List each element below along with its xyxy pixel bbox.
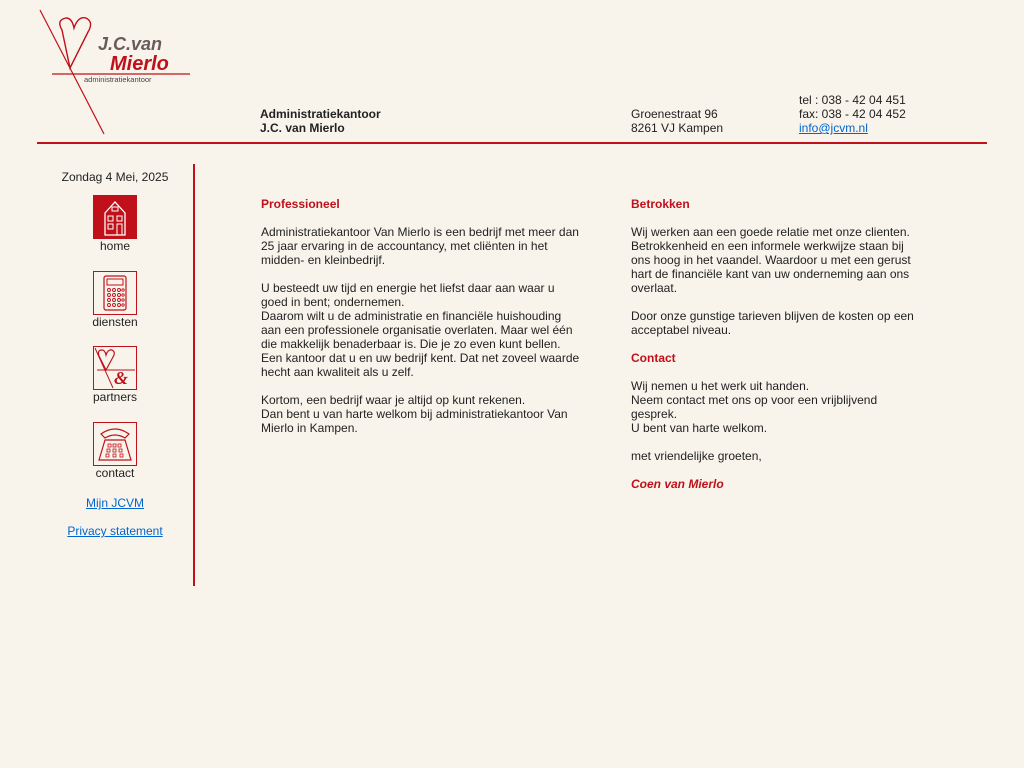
address-postal: 8261 VJ Kampen bbox=[631, 121, 724, 135]
content-left-column bbox=[261, 197, 581, 435]
paragraph-ondernemen: U besteedt uw tijd en energie het liefst daar aan waar u goed in bent; ondernemen. bbox=[261, 281, 555, 309]
nav-item-contact[interactable] bbox=[75, 422, 155, 480]
nav-item-diensten[interactable] bbox=[75, 271, 155, 329]
header-company bbox=[260, 107, 381, 135]
privacy-statement-link[interactable]: Privacy statement bbox=[67, 524, 163, 538]
signature: Coen van Mierlo bbox=[631, 477, 724, 491]
header-fax: fax: 038 - 42 04 452 bbox=[799, 107, 906, 121]
paragraph-tarieven: Door onze gunstige tarieven blijven de kosten op een acceptabel niveau. bbox=[631, 309, 914, 337]
sidebar-date: Zondag 4 Mei, 2025 bbox=[61, 170, 169, 184]
nav-label-contact: contact bbox=[95, 466, 135, 480]
calculator-icon bbox=[93, 271, 137, 315]
greeting: met vriendelijke groeten, bbox=[631, 449, 762, 463]
nav-label-home: home bbox=[99, 239, 131, 253]
header-tel: tel : 038 - 42 04 451 bbox=[799, 93, 906, 107]
telephone-icon bbox=[93, 422, 137, 466]
nav-item-home[interactable] bbox=[75, 195, 155, 253]
heading-betrokken: Betrokken bbox=[631, 197, 690, 211]
mijn-jcvm-link[interactable]: Mijn JCVM bbox=[85, 496, 144, 510]
header-divider bbox=[37, 142, 987, 144]
svg-text:&: & bbox=[114, 368, 129, 388]
company-name-line1: Administratiekantoor bbox=[260, 107, 381, 121]
paragraph-werk: Wij nemen u het werk uit handen. bbox=[631, 379, 810, 393]
paragraph-welkom: Dan bent u van harte welkom bij administratiekantoor Van Mierlo in Kampen. bbox=[261, 407, 568, 435]
partners-logo-icon bbox=[93, 346, 137, 390]
paragraph-relatie: Wij werken aan een goede relatie met onze clienten. Betrokkenheid en een informele werkwijze staan bij ons hoog in het vaandel. Waardoor u met een gerust hart de financiële kant van uw onderneming aan ons overlaat. bbox=[631, 225, 911, 295]
house-icon bbox=[93, 195, 137, 239]
logo-graphic bbox=[38, 8, 194, 136]
content-right-column bbox=[631, 197, 921, 491]
nav-item-partners[interactable] bbox=[75, 346, 155, 404]
header-address bbox=[631, 107, 723, 135]
heading-professioneel: Professioneel bbox=[261, 197, 340, 211]
sidebar-divider bbox=[193, 164, 195, 586]
company-logo[interactable] bbox=[38, 8, 194, 136]
paragraph-harte-welkom: U bent van harte welkom. bbox=[631, 421, 768, 435]
header-email-link[interactable]: info@jcvm.nl bbox=[799, 121, 868, 135]
logo-name-line1: J.C.van bbox=[98, 34, 163, 54]
paragraph-gesprek: Neem contact met ons op voor een vrijblijvend gesprek. bbox=[631, 393, 878, 421]
paragraph-administratie: Daarom wilt u de administratie en financiële huishouding aan een professionele organisatie overlaten. Maar wel één die makkelijk benaderbaar is. Die je zo even kunt bellen. Een kantoor dat u en uw bedrijf kent. Dat net zoveel waarde hecht aan kwaliteit als u zelf. bbox=[261, 309, 580, 379]
address-street: Groenestraat 96 bbox=[631, 107, 718, 121]
heading-contact: Contact bbox=[631, 351, 676, 365]
header-contact bbox=[799, 93, 906, 135]
paragraph-intro: Administratiekantoor Van Mierlo is een bedrijf met meer dan 25 jaar ervaring in de accountancy, met cliënten in het midden- en kleinbedrijf. bbox=[261, 225, 579, 267]
logo-tagline: administratiekantoor bbox=[84, 75, 152, 84]
paragraph-kortom: Kortom, een bedrijf waar je altijd op kunt rekenen. bbox=[261, 393, 526, 407]
nav-label-diensten: diensten bbox=[92, 315, 138, 329]
company-name-line2: J.C. van Mierlo bbox=[260, 121, 345, 135]
logo-name-line2: Mierlo bbox=[110, 53, 169, 75]
nav-label-partners: partners bbox=[92, 390, 138, 404]
